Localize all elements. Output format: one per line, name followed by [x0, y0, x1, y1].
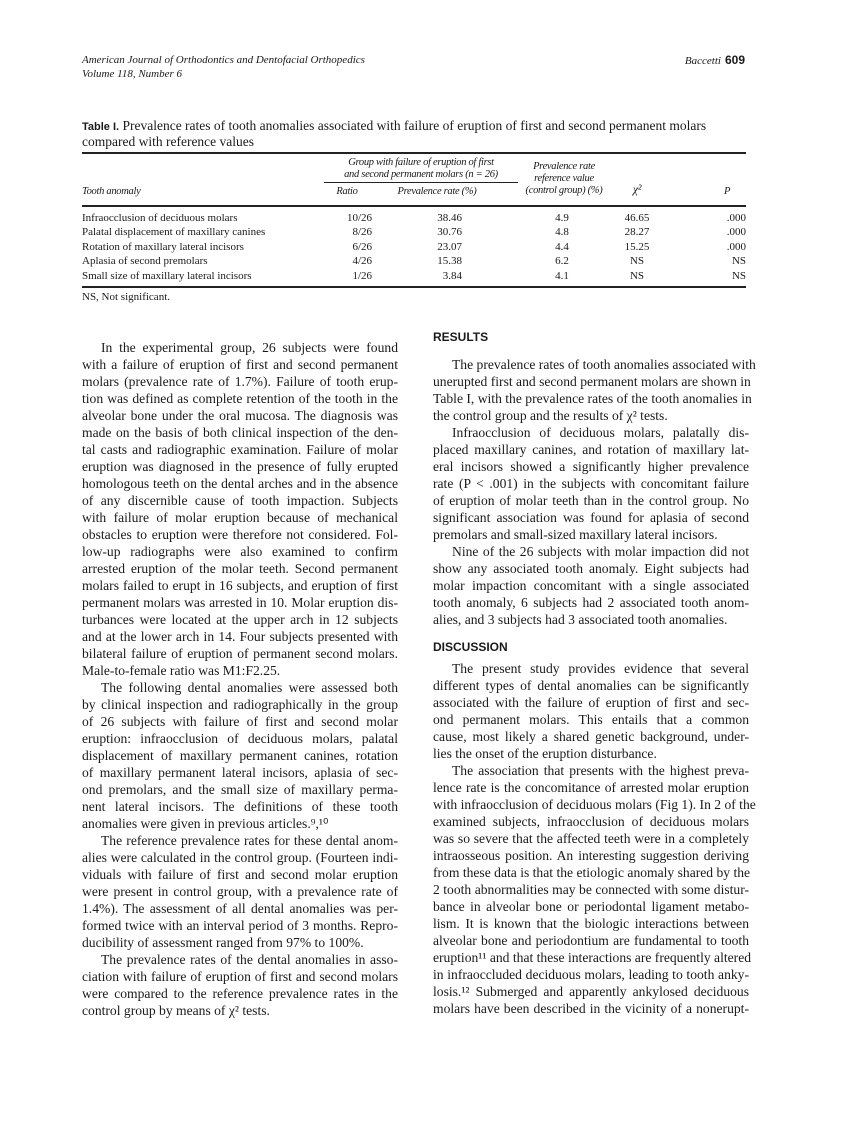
text-line: ducibility of assessment ranged from 97% to 100%. — [82, 935, 364, 950]
table-label: Table I. — [82, 121, 120, 133]
text-line: 2 tooth abnormalities may be connected with some distur- — [433, 882, 749, 897]
cell-ratio: 10/26 — [346, 212, 372, 224]
text-line: tooth anomaly, 6 subjects had 2 associated tooth anom- — [433, 595, 749, 610]
cell-chi2: NS — [629, 255, 645, 268]
cell-p: .000 — [726, 226, 746, 239]
text-line: of eruption of molar teeth than in the control group. No — [433, 493, 749, 508]
cell-ratio: 1/26 — [352, 269, 372, 282]
cell-chi2: 46.65 — [624, 212, 650, 224]
text-line: lies the onset of the eruption disturbance. — [433, 746, 657, 761]
text-line: from these data is that the etiologic anomaly shared by the — [433, 865, 751, 880]
cell-chi2: 28.27 — [624, 226, 650, 239]
text-line: eruption was diagnosed in the presence of fully erupted — [82, 459, 398, 474]
ref-header-3: (control group) (%) — [525, 185, 603, 196]
text-line: made on the basis of both clinical inspection of the den- — [82, 425, 398, 440]
paragraph — [433, 424, 749, 543]
text-line: tion was defined as complete retention of the tooth in the — [82, 391, 398, 406]
text-line: alies were calculated in the control group. (Fourteen indi- — [82, 850, 398, 865]
text-line: eruption¹¹ and that these interactions are frequently altered — [433, 950, 752, 965]
col-header-ratio: Ratio — [336, 186, 358, 197]
group-header-2: and second permanent molars (n = 26) — [324, 169, 518, 183]
text-line: the control group and the results of χ² tests. — [433, 408, 668, 423]
table-bottom-rule — [82, 286, 746, 288]
paragraph — [433, 356, 756, 424]
text-line: arrested eruption of the molar teeth. Second permanent — [82, 561, 398, 576]
text-line: The reference prevalence rates for these dental anom- — [101, 833, 398, 848]
text-line: eruption: infraocclusion of deciduous molars, palatal — [82, 731, 398, 746]
table-caption-text: Prevalence rates of tooth anomalies associated with failure of eruption of first and second permanent molars compared with reference values — [82, 118, 707, 149]
cell-prevalence: 30.76 — [437, 226, 462, 239]
text-line: premolars and small-sized maxillary lateral incisors. — [433, 527, 718, 542]
cell-reference: 4.8 — [555, 226, 569, 239]
text-line: examined subjects, infraocclusion of deciduous molars — [433, 814, 749, 829]
paragraph — [433, 543, 749, 628]
text-line: alveolar bone under the oral mucosa. The diagnosis was — [82, 408, 398, 423]
text-line: low-up radiographs were also examined to confirm — [82, 544, 398, 559]
cell-p: NS — [731, 255, 746, 268]
results-heading: RESULTS — [433, 330, 489, 344]
text-line: formed twice with an interval period of 3 months. Repro- — [82, 918, 398, 933]
col-header-anomaly: Tooth anomaly — [82, 186, 141, 197]
text-line: eral incisors showed a significantly higher prevalence — [433, 459, 749, 474]
text-line: The prevalence rates of tooth anomalies associated with — [452, 357, 756, 372]
text-line: cause, most likely a shared genetic background, under- — [433, 729, 749, 744]
cell-reference: 4.9 — [555, 212, 569, 224]
cell-prevalence: 23.07 — [437, 240, 462, 253]
text-line: control group by means of χ² tests. — [82, 1003, 270, 1018]
text-line: homologous teeth on the dental arches and in the absence — [82, 476, 398, 491]
paragraph — [82, 951, 398, 1019]
text-line: different types of dental anomalies can be significantly — [433, 678, 749, 693]
text-line: molar impaction concomitant with a single associated — [433, 578, 749, 593]
paragraph — [433, 762, 756, 1017]
text-line: The prevalence rates of the dental anomalies in asso- — [101, 952, 398, 967]
text-line: molars (prevalence rate of 1.7%). Failure of tooth erup- — [82, 374, 398, 389]
cell-p: .000 — [726, 240, 746, 253]
text-line: bilateral failure of eruption of permanent second molars. — [82, 646, 398, 661]
cell-anomaly: Palatal displacement of maxillary canines — [82, 226, 266, 239]
results-section — [433, 356, 756, 628]
text-line: placed maxillary canines, and rotation of maxillary lat- — [433, 442, 749, 457]
table-header-rule — [82, 205, 746, 207]
text-line: turbances were located at the upper arch in 12 subjects — [82, 612, 398, 627]
cell-ratio: 4/26 — [352, 255, 372, 268]
cell-reference: 6.2 — [555, 255, 569, 268]
text-line: intraosseous position. An interesting suggestion deriving — [433, 848, 749, 863]
col-header-prevalence: Prevalence rate (%) — [397, 186, 477, 197]
discussion-section — [433, 660, 756, 1017]
journal-name: American Journal of Orthodontics and Dentofacial Orthopedics — [82, 54, 365, 66]
cell-prevalence: 15.38 — [437, 255, 462, 268]
cell-anomaly: Infraocclusion of deciduous molars — [82, 212, 238, 224]
col-header-chi2: χ² — [632, 182, 642, 196]
cell-anomaly: Rotation of maxillary lateral incisors — [82, 240, 244, 253]
text-line: show any associated tooth anomaly. Eight subjects had — [433, 561, 749, 576]
text-line: ciation with failure of eruption of first and second molars — [82, 969, 398, 984]
text-line: The following dental anomalies were assessed both — [101, 680, 398, 695]
paragraph — [433, 660, 749, 762]
running-header-left — [82, 53, 365, 81]
text-line: lism. It is known that the biologic interactions between — [433, 916, 749, 931]
text-line: displacement of maxillary permanent canines, rotation — [82, 748, 398, 763]
text-line: anomalies were given in previous articles.⁹,¹⁰ — [82, 816, 329, 831]
text-line: rate (P < .001) in the subjects with concomitant failure — [433, 476, 749, 491]
text-line: and at the lower arch in 14. Four subjects presented with — [82, 629, 398, 644]
table-footnote: NS, Not significant. — [82, 291, 170, 303]
text-line: losis.¹² Submerged and apparently ankylosed deciduous — [433, 984, 749, 999]
journal-volume: Volume 118, Number 6 — [82, 68, 183, 80]
paragraph — [82, 339, 398, 679]
text-line: with a failure of eruption of first and second permanent — [82, 357, 398, 372]
left-text-column — [82, 339, 398, 1019]
cell-chi2: NS — [629, 269, 645, 282]
text-line: with failure of molar eruption because of mechanical — [82, 510, 398, 525]
text-line: bance in alveolar bone or periodontal ligament metabo- — [433, 899, 749, 914]
discussion-heading: DISCUSSION — [433, 640, 508, 654]
cell-ratio: 8/26 — [352, 226, 372, 239]
text-line: Male-to-female ratio was M1:F2.25. — [82, 663, 281, 678]
page-number: 609 — [724, 53, 745, 67]
text-line: In the experimental group, 26 subjects were found — [101, 340, 398, 355]
ref-header-2: reference value — [534, 173, 594, 184]
text-line: Nine of the 26 subjects with molar impaction did not — [452, 544, 749, 559]
text-line: molars failed to erupt in 16 subjects, and eruption of first — [82, 578, 398, 593]
text-line: of any discernible cause of tooth impaction. Subjects — [82, 493, 398, 508]
text-line: were present in control group, with a prevalence rate of — [82, 884, 398, 899]
text-line: in infraoccluded deciduous molars, leading to tooth anky- — [433, 967, 749, 982]
text-line: nent lateral incisors. The definitions of these tooth — [82, 799, 398, 814]
text-line: The association that presents with the highest preva- — [452, 763, 749, 778]
author-name: Baccetti — [684, 55, 721, 67]
running-header-right — [685, 53, 745, 68]
cell-reference: 4.4 — [555, 240, 569, 253]
cell-chi2: 15.25 — [624, 240, 650, 253]
text-line: unerupted first and second permanent molars are shown in — [433, 374, 751, 389]
text-line: was so severe that the affected teeth were in a completely — [433, 831, 749, 846]
text-line: were compared to the reference prevalence rates in the — [82, 986, 398, 1001]
text-line: by clinical inspection and radiographically in the group — [82, 697, 398, 712]
text-line: viduals with failure of first and second molar eruption — [82, 867, 398, 882]
cell-anomaly: Aplasia of second premolars — [82, 255, 208, 268]
cell-reference: 4.1 — [555, 269, 569, 282]
text-line: with infraocclusion of deciduous molars (Fig 1). In 2 of the — [433, 797, 756, 812]
text-line: 1.4%). The assessment of all dental anomalies was per- — [82, 901, 398, 916]
text-line: of maxillary permanent lateral incisors, aplasia of sec- — [82, 765, 398, 780]
cell-prevalence: 38.46 — [437, 212, 462, 224]
text-line: tal casts and radiographic examination. Failure of molar — [82, 442, 398, 457]
table-caption — [82, 119, 746, 149]
text-line: associated with the failure of eruption of first and sec- — [433, 695, 749, 710]
paragraph — [82, 832, 398, 951]
text-line: Table I, with the prevalence rates of the tooth anomalies in — [433, 391, 752, 406]
group-header-1: Group with failure of eruption of first — [348, 157, 494, 168]
text-line: Infraocclusion of deciduous molars, palatally dis- — [452, 425, 749, 440]
text-line: ond permanent molars. This entails that a common — [433, 712, 749, 727]
text-line: molars have been described in the vicinity of a nonerupt- — [433, 1001, 749, 1016]
table-top-rule — [82, 152, 746, 154]
cell-p: .000 — [726, 212, 746, 224]
text-line: The present study provides evidence that several — [452, 661, 749, 676]
cell-ratio: 6/26 — [352, 240, 372, 253]
col-header-p: P — [723, 186, 731, 197]
text-line: alies, and 3 subjects had 3 associated tooth anomalies. — [433, 612, 728, 627]
text-line: alveolar bone and periodontium are fundamental to tooth — [433, 933, 749, 948]
text-line: obstacles to eruption were therefore not considered. Fol- — [82, 527, 398, 542]
cell-anomaly: Small size of maxillary lateral incisors — [82, 269, 252, 282]
text-line: permanent molars was arrested in 10. Molar eruption dis- — [82, 595, 398, 610]
paragraph — [82, 679, 398, 832]
text-line: significant association was found for aplasia of second — [433, 510, 749, 525]
text-line: ond premolars, and the small size of maxillary perma- — [82, 782, 398, 797]
text-line: of 26 subjects with failure of first and second molar — [82, 714, 398, 729]
text-line: lence rate is the concomitance of arrested molar eruption — [433, 780, 749, 795]
ref-header-1: Prevalence rate — [533, 161, 595, 172]
cell-p: NS — [731, 269, 746, 282]
cell-prevalence: 3.84 — [442, 269, 462, 282]
